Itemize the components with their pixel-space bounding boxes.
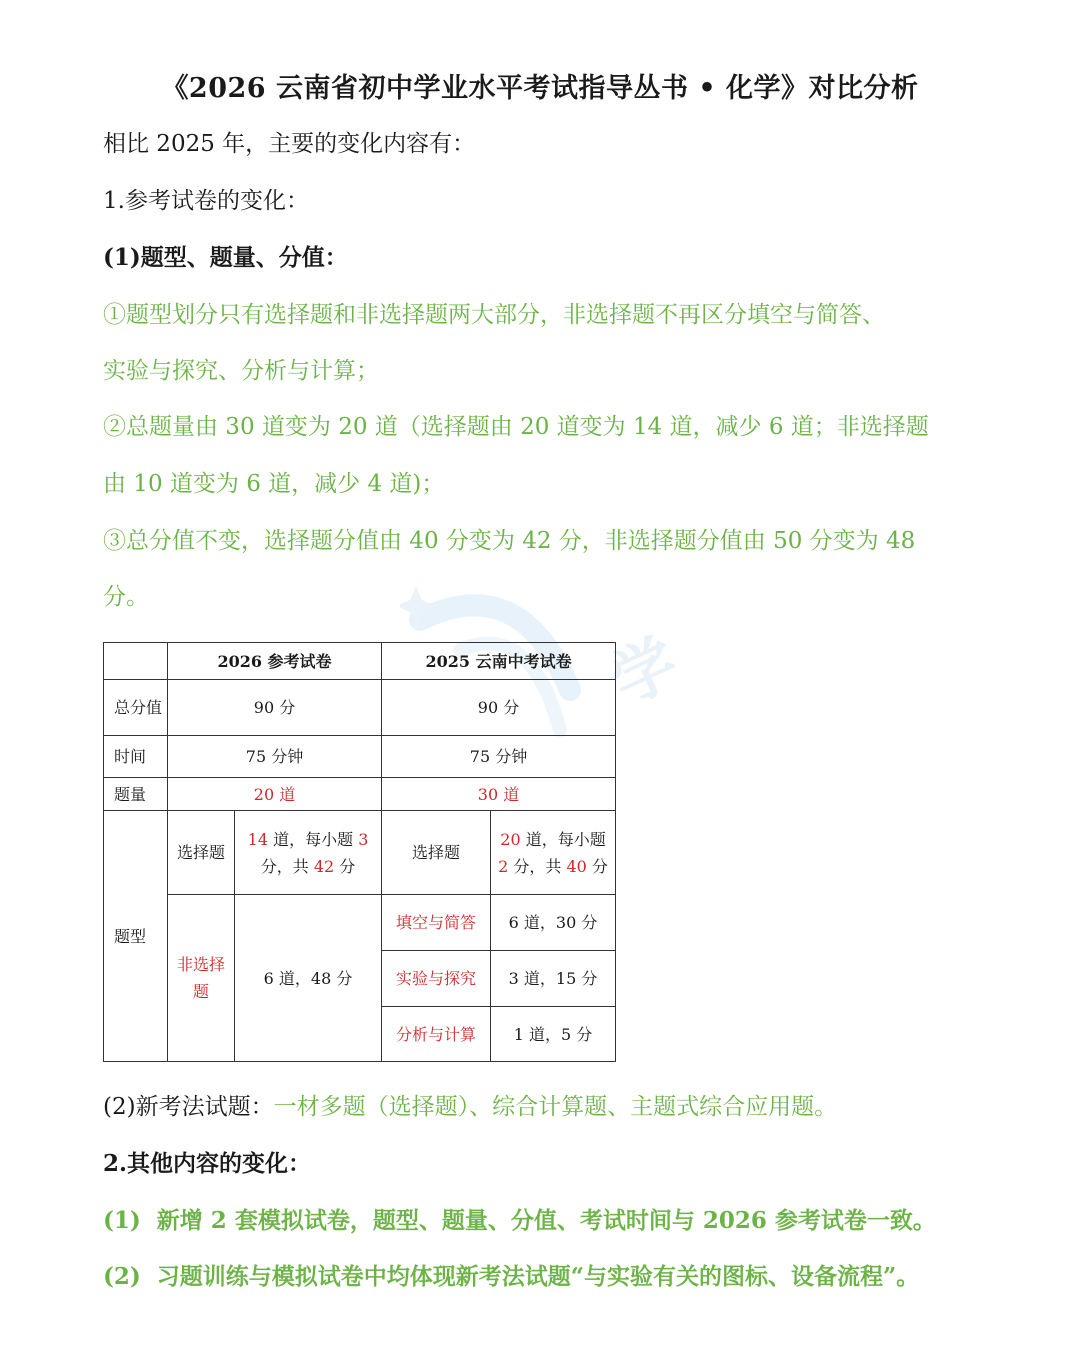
row-label-total: 总分值 (104, 680, 168, 736)
header-2026: 2026 参考试卷 (168, 643, 382, 680)
count-2025: 30 道 (382, 778, 616, 811)
choice-detail-2026 (235, 811, 382, 895)
exp-value: 3 道，15 分 (491, 951, 616, 1007)
table-row (104, 811, 616, 895)
watermark-text: 学 (600, 625, 690, 720)
comparison-table (103, 642, 616, 1062)
choice-2026-text-c: 分 (334, 856, 356, 876)
row-label-time: 时间 (104, 736, 168, 778)
table-corner (104, 643, 168, 680)
fill-value: 6 道，30 分 (491, 895, 616, 951)
item2-line2: 由 10 道变为 6 道，减少 4 道)； (103, 471, 445, 497)
sub2-line (103, 1091, 837, 1123)
row-label-type: 题型 (104, 811, 168, 1062)
choice-2026-total: 42 (313, 856, 335, 876)
exp-label: 实验与探究 (382, 951, 491, 1007)
choice-2025-total: 40 (566, 856, 587, 876)
section2-item1-text: 新增 2 套模拟试卷，题型、题量、分值、考试时间与 2026 参考试卷一致。 (156, 1207, 936, 1234)
section1-heading: 1.参考试卷的变化： (103, 188, 309, 214)
sub1-heading: (1)题型、题量、分值： (103, 244, 348, 271)
count-2026: 20 道 (168, 778, 382, 811)
choice-2026-text-a: 道，每小题 (268, 829, 359, 849)
choice-detail-2025 (491, 811, 616, 895)
time-2025: 75 分钟 (382, 736, 616, 778)
choice-2025-text-c: 分 (586, 856, 608, 876)
section2-item2-label: (2) (103, 1263, 141, 1290)
choice-2025-count: 20 (500, 829, 521, 849)
table-row (104, 643, 616, 680)
page-title: 《2026 云南省初中学业水平考试指导丛书 • 化学》对比分析 (161, 73, 919, 104)
choice-2025-text-b: 分，共 (508, 856, 567, 876)
choice-2026-text-b: 分，共 (260, 856, 314, 876)
choice-2026-points: 3 (358, 829, 369, 849)
table-row (104, 895, 616, 951)
choice-2026-count: 14 (247, 829, 268, 849)
table-row (104, 778, 616, 811)
choice-label-2025: 选择题 (382, 811, 491, 895)
item1-line2: 实验与探究、分析与计算； (103, 358, 379, 384)
total-2026: 90 分 (168, 680, 382, 736)
sub2-text: 一材多题（选择题）、综合计算题、主题式综合应用题。 (273, 1094, 838, 1120)
time-2026: 75 分钟 (168, 736, 382, 778)
row-label-count: 题量 (104, 778, 168, 811)
item2-line1: ②总题量由 30 道变为 20 道（选择题由 20 道变为 14 道，减少 6 道；非选择题 (103, 414, 929, 440)
item3-line1: ③总分值不变，选择题分值由 40 分变为 42 分，非选择题分值由 50 分变为 48 (103, 528, 916, 554)
section2-item1-label: (1) (103, 1207, 141, 1234)
section2-item1 (103, 1205, 936, 1237)
choice-2025-points: 2 (498, 856, 509, 876)
table-row (104, 736, 616, 778)
nonchoice-label-2026: 非选择题 (168, 895, 235, 1062)
item3-line2: 分。 (103, 584, 149, 610)
calc-label: 分析与计算 (382, 1007, 491, 1062)
sub2-label: (2)新考法试题： (103, 1094, 274, 1120)
calc-value: 1 道，5 分 (491, 1007, 616, 1062)
total-2025: 90 分 (382, 680, 616, 736)
fill-label: 填空与简答 (382, 895, 491, 951)
table-row (104, 680, 616, 736)
section2-item2 (103, 1261, 919, 1293)
item1-line1: ①题型划分只有选择题和非选择题两大部分，非选择题不再区分填空与简答、 (103, 302, 885, 328)
intro-text: 相比 2025 年，主要的变化内容有： (103, 131, 476, 157)
section2-heading: 2.其他内容的变化： (103, 1150, 312, 1177)
nonchoice-value-2026: 6 道，48 分 (235, 895, 382, 1062)
header-2025: 2025 云南中考试卷 (382, 643, 616, 680)
choice-2025-text-a: 道，每小题 (520, 829, 606, 849)
choice-label-2026: 选择题 (168, 811, 235, 895)
section2-item2-text: 习题训练与模拟试卷中均体现新考法试题“与实验有关的图标、设备流程”。 (156, 1263, 920, 1290)
